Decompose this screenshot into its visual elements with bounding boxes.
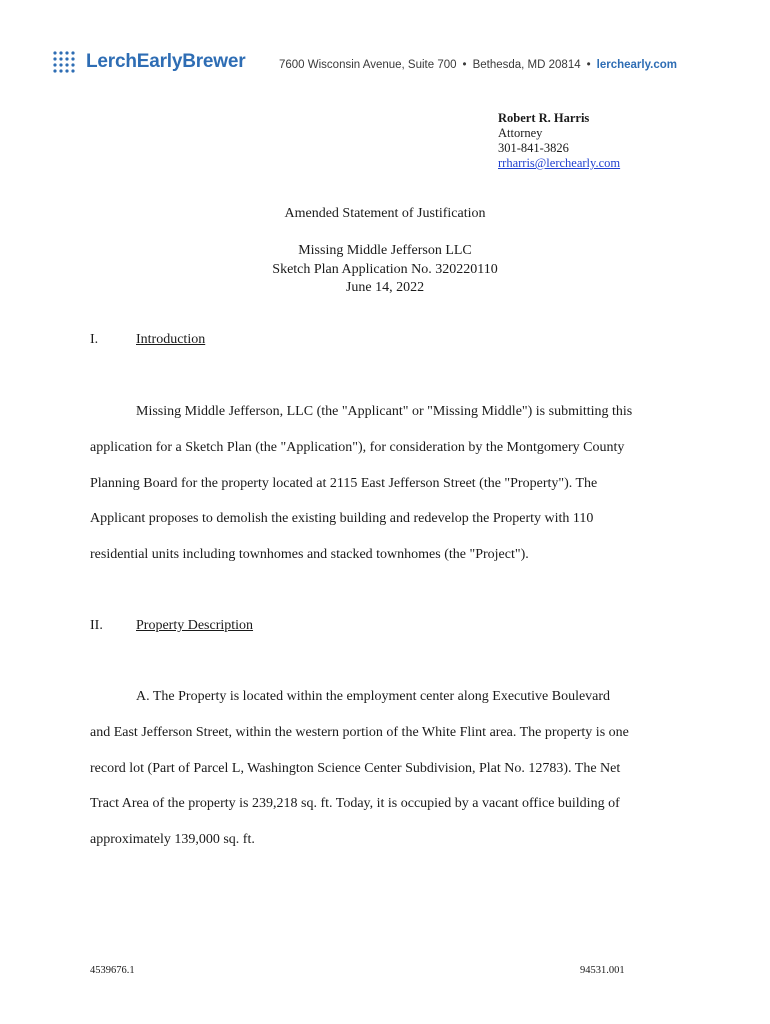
street-address: 7600 Wisconsin Avenue, Suite 700 bbox=[279, 59, 457, 71]
attorney-email-link[interactable]: rrharris@lerchearly.com bbox=[498, 156, 621, 170]
property-description-paragraph bbox=[90, 679, 686, 858]
application-header bbox=[0, 242, 770, 298]
introduction-paragraph bbox=[90, 394, 686, 573]
paragraph-line: Missing Middle Jefferson, LLC (the "Applicant" or "Missing Middle") is submitting this bbox=[136, 404, 633, 419]
applicant-name: Missing Middle Jefferson LLC bbox=[298, 243, 472, 258]
attorney-name: Robert R. Harris bbox=[498, 111, 590, 125]
paragraph-line: Planning Board for the property located at 2115 East Jefferson Street (the "Property"). The bbox=[90, 475, 598, 491]
document-date: June 14, 2022 bbox=[345, 280, 425, 295]
firm-name: LerchEarlyBrewer bbox=[86, 51, 246, 72]
paragraph-line: A. The Property is located within the employment center along Executive Boulevard bbox=[136, 689, 611, 704]
website-link[interactable]: lerchearly.com bbox=[596, 59, 677, 71]
attorney-block bbox=[498, 111, 620, 171]
attorney-title: Attorney bbox=[498, 126, 543, 140]
attorney-phone: 301-841-3826 bbox=[498, 141, 569, 155]
application-number: Sketch Plan Application No. 320220110 bbox=[272, 261, 498, 277]
paragraph-line: record lot (Part of Parcel L, Washington Science Center Subdivision, Plat No. 12783). The Net bbox=[90, 760, 621, 776]
section-heading-introduction bbox=[90, 332, 205, 348]
paragraph-line: approximately 139,000 sq. ft. bbox=[90, 832, 255, 848]
document-title: Amended Statement of Justification bbox=[284, 206, 486, 221]
paragraph-line: residential units including townhomes and stacked townhomes (the "Project"). bbox=[90, 547, 529, 563]
firm-address bbox=[279, 59, 677, 71]
paragraph-line: and East Jefferson Street, within the western portion of the White Flint area. The property is one bbox=[90, 724, 629, 740]
paragraph-line: Applicant proposes to demolish the existing building and redevelop the Property with 110 bbox=[90, 511, 594, 527]
city-address: Bethesda, MD 20814 bbox=[472, 59, 581, 71]
section-title: Property Description bbox=[136, 618, 254, 633]
section-heading-property-description bbox=[90, 618, 253, 634]
section-number: I. bbox=[90, 332, 99, 347]
separator-2: • bbox=[586, 59, 591, 71]
section-title: Introduction bbox=[136, 332, 206, 347]
separator-1: • bbox=[462, 59, 467, 71]
paragraph-line: application for a Sketch Plan (the "Application"), for consideration by the Montgomery County bbox=[90, 439, 625, 455]
section-number: II. bbox=[90, 618, 103, 633]
footer-matter-number: 94531.001 bbox=[580, 965, 625, 976]
letterhead bbox=[52, 48, 722, 80]
paragraph-line: Tract Area of the property is 239,218 sq. ft. Today, it is occupied by a vacant office building of bbox=[90, 796, 620, 812]
firm-logo-dots-icon bbox=[52, 50, 78, 76]
footer-document-number: 4539676.1 bbox=[90, 965, 135, 976]
